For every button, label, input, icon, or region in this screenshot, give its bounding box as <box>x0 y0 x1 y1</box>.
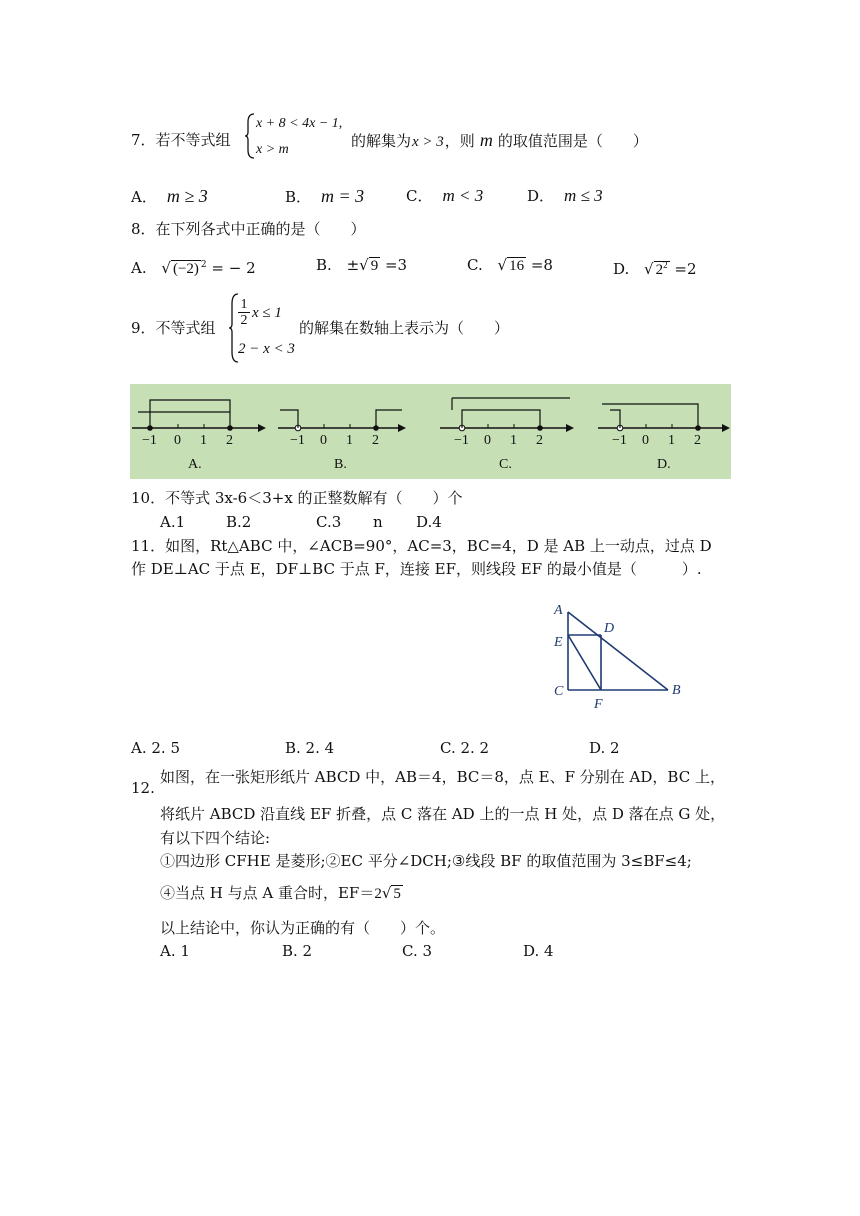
q12-line5-text: ④当点 H 与点 A 重合时，EF＝ <box>160 884 375 902</box>
q8-option-c[interactable]: C. √ 16 =8 <box>467 256 553 274</box>
number-line-b[interactable] <box>278 410 406 432</box>
q7-after-condition: ，则 <box>444 132 475 150</box>
label-e: E <box>554 635 563 650</box>
q10-stray-text: n <box>373 513 383 531</box>
q9-fraction <box>238 297 250 328</box>
q10-option-c[interactable]: C.3 <box>316 513 342 531</box>
tick-a-0: 0 <box>174 433 181 448</box>
panel-label-a: A. <box>188 457 202 472</box>
tick-b-1: 1 <box>346 433 353 448</box>
tick-c-0: 0 <box>484 433 491 448</box>
tick-c-1: 1 <box>510 433 517 448</box>
q10-option-a[interactable]: A.1 <box>160 513 186 531</box>
tick-d-2: 2 <box>694 433 701 448</box>
q9-fraction-numerator: 1 <box>238 297 250 313</box>
q12-line5 <box>160 883 403 904</box>
q11-option-b[interactable]: B. 2. 4 <box>285 739 335 757</box>
q7-brace <box>244 112 256 160</box>
label-d: D <box>604 621 615 636</box>
panel-label-d: D. <box>657 457 671 472</box>
q7-option-d[interactable]: D． m ≤ 3 <box>527 186 603 205</box>
q10-question: 10．不等式 3x-6＜3+x 的正整数解有（ ）个 <box>131 489 463 507</box>
q12-line3: 有以下四个结论: <box>160 829 271 847</box>
q7-system-line2: x > m <box>256 142 289 157</box>
q12-line5-root: √ <box>381 884 392 902</box>
q7-condition: x > 3 <box>412 134 444 150</box>
q10-option-d[interactable]: D.4 <box>416 513 442 531</box>
q7-system-line1: x + 8 < 4x − 1, <box>256 116 343 131</box>
panel-label-b: B. <box>334 457 347 472</box>
q9-suffix: 的解集在数轴上表示为（ ） <box>299 319 510 337</box>
q12-line1: 如图，在一张矩形纸片 ABCD 中，AB＝4，BC＝8，点 E、F 分别在 AD，BC 上， <box>160 768 725 786</box>
tick-a-2: 2 <box>226 433 233 448</box>
number-line-a[interactable] <box>132 400 266 432</box>
number-line-graphics <box>130 384 731 479</box>
q12-line4: ①四边形 CFHE 是菱形;②EC 平分∠DCH;③线段 BF 的取值范围为 3≤BF≤4; <box>160 852 692 870</box>
q7-prefix: 7．若不等式组 <box>131 131 231 149</box>
tick-b-2: 2 <box>372 433 379 448</box>
q7-option-a[interactable]: A． m ≥ 3 <box>131 186 208 206</box>
number-line-d[interactable] <box>598 404 730 432</box>
q8-option-a[interactable]: A. √ (−2) $^2$ = − 2 <box>131 259 256 277</box>
q9-prefix: 9．不等式组 <box>131 319 216 337</box>
q11-triangle-figure <box>548 598 698 714</box>
q12-line2: 将纸片 ABCD 沿直线 EF 折叠，点 C 落在 AD 上的一点 H 处，点 D 落在点 G 处， <box>160 805 726 823</box>
q10-option-b[interactable]: B.2 <box>226 513 252 531</box>
q7-option-b[interactable]: B． m = 3 <box>285 186 365 206</box>
q8-option-b[interactable]: B. ±√ 9 =3 <box>316 256 408 274</box>
q12-line6: 以上结论中，你认为正确的有（ ）个。 <box>160 919 446 937</box>
q11-line1: 11．如图，Rt△ABC 中，∠ACB=90°，AC=3，BC=4，D 是 AB 上一动点，过点 D <box>131 537 712 555</box>
tick-b-neg1: −1 <box>290 433 305 448</box>
q12-option-b[interactable]: B. 2 <box>282 942 313 960</box>
q11-option-d[interactable]: D. 2 <box>589 739 620 757</box>
q7-option-c[interactable]: C． m < 3 <box>406 186 484 205</box>
label-f: F <box>594 697 603 712</box>
q7-middle-text: 的解集为 <box>351 132 412 150</box>
q8-question: 8．在下列各式中正确的是（ ） <box>131 220 366 238</box>
q11-option-a[interactable]: A. 2. 5 <box>131 739 180 757</box>
q7-stem <box>351 130 648 152</box>
q12-line5-radicand: 5 <box>393 886 401 902</box>
q12-line5-coef: 2 <box>374 886 382 902</box>
q7-variable: m <box>479 130 493 150</box>
tick-a-neg1: −1 <box>142 433 157 448</box>
tick-d-neg1: −1 <box>612 433 627 448</box>
tick-b-0: 0 <box>320 433 327 448</box>
tick-a-1: 1 <box>200 433 207 448</box>
number-line-panel <box>130 384 731 479</box>
tick-d-0: 0 <box>642 433 649 448</box>
label-a: A <box>554 603 563 618</box>
q12-option-c[interactable]: C. 3 <box>402 942 433 960</box>
number-line-c[interactable] <box>440 398 574 432</box>
q12-number: 12. <box>131 779 155 797</box>
tick-c-2: 2 <box>536 433 543 448</box>
q12-option-a[interactable]: A. 1 <box>160 942 190 960</box>
q9-system-line2: 2 − x < 3 <box>238 341 295 357</box>
q11-option-c[interactable]: C. 2. 2 <box>440 739 490 757</box>
q9-fraction-denominator: 2 <box>240 313 248 328</box>
panel-label-c: C. <box>499 457 512 472</box>
q8-option-d[interactable]: D. √ $2^2 =2$ <box>613 260 697 278</box>
tick-c-neg1: −1 <box>454 433 469 448</box>
label-b: B <box>672 683 681 698</box>
q11-line2: 作 DE⊥AC 于点 E，DF⊥BC 于点 F，连接 EF，则线段 EF 的最小值是（ ）. <box>131 560 702 578</box>
label-c: C <box>554 684 564 699</box>
q9-system-line1: x ≤ 1 <box>252 305 282 321</box>
tick-d-1: 1 <box>668 433 675 448</box>
q12-option-d[interactable]: D. 4 <box>523 942 554 960</box>
q7-suffix: 的取值范围是（ ） <box>497 132 648 150</box>
